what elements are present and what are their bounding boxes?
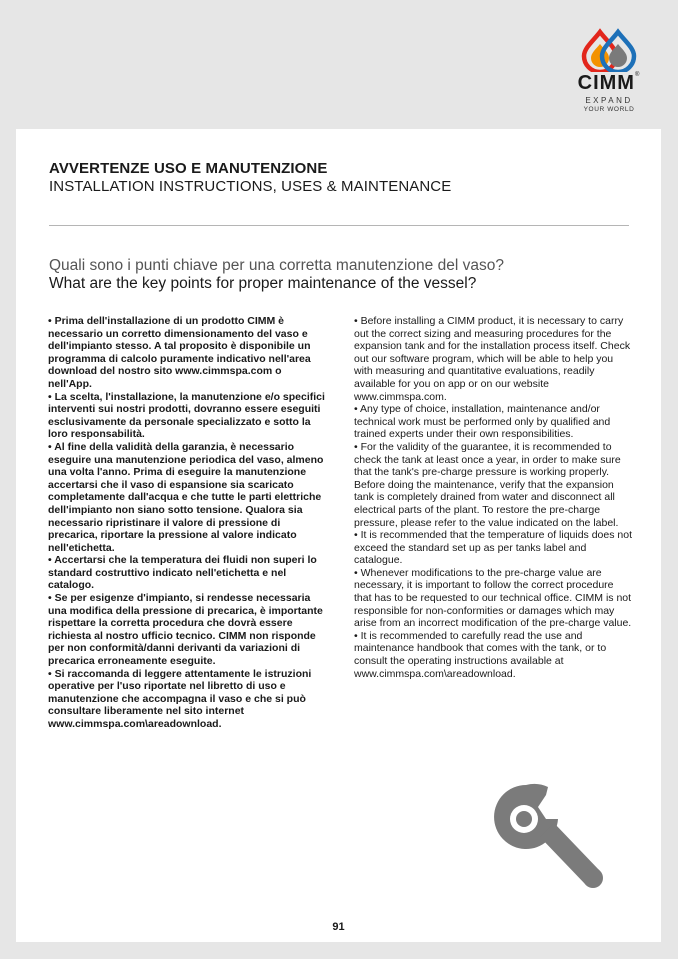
english-point: • It is recommended to carefully read the use and maintenance handbook that comes with the tank, or to consult the operating instructions available at www.cimmspa.com\areadownload. <box>354 629 607 680</box>
section-title-en: INSTALLATION INSTRUCTIONS, USES & MAINTENANCE <box>49 178 452 195</box>
question-it: Quali sono i punti chiave per una corretta manutenzione del vaso? <box>49 257 504 274</box>
divider <box>49 225 629 226</box>
italian-point: • Prima dell'installazione di un prodotto CIMM è necessario un corretto dimensionamento del vaso e dell'impianto stesso. A tal proposito è disponibile un programma di calcolo puramente indicativo nell'area download del nostro sito www.cimmspa.com o nell'App. <box>48 315 311 390</box>
italian-point: • Se per esigenze d'impianto, si rendesse necessaria una modifica della pressione di precarica, è importante rispettare la corretta procedura che dovrà essere richiesta al nostro ufficio tecnico. CIMM non risponde per non conformità/danni derivanti da variazioni di precarica erroneamente eseguite. <box>48 592 323 668</box>
english-column <box>354 315 632 680</box>
italian-point: • La scelta, l'installazione, la manutenzione e/o specifici interventi sui nostri prodotti, dovranno essere eseguiti esclusivamente da personale specializzato e sotto la loro responsabilità. <box>48 390 325 441</box>
brand-name: CIMM® <box>577 72 641 94</box>
english-point: • Any type of choice, installation, maintenance and/or technical work must be performed only by qualified and trained experts under their own responsibilities. <box>354 403 611 441</box>
english-point: • It is recommended that the temperature of liquids does not exceed the standard set up as per tanks label and catalogue. <box>354 529 632 567</box>
english-point: • Whenever modifications to the pre-charge value are necessary, it is important to follow the correct procedure that has to be requested to our technical office. CIMM is not responsible for non-conformities or damages which may arise from an incorrect modification of the pre-charge value. <box>354 566 632 630</box>
italian-point: • Si raccomanda di leggere attentamente le istruzioni operative per l'uso riportate nel libretto di uso e manutenzione che accompagna il vaso e che si può consultare liberamente nel sito internet www.cimmspa.com\areadownload. <box>48 667 312 730</box>
content-page <box>16 129 661 942</box>
italian-point: • Accertarsi che la temperatura dei fluidi non superi lo standard costruttivo indicato nell'etichetta e nel catalogo. <box>48 554 317 592</box>
english-point: • For the validity of the guarantee, it is recommended to check the tank at least once a year, in order to make sure that the tank's pre-charge pressure is working properly. Before doing the maintenance, verify that the expansion tank is completely drained from water and disconnect all electrical parts of the plant. To restore the pre-charge pressure, please refer to the value indicated on the label. <box>354 440 621 529</box>
italian-point: • Al fine della validità della garanzia, è necessario eseguire una manutenzione periodica del vaso, almeno una volta l'anno. Prima di eseguire la manutenzione accertarsi che il vaso di espansione sia scaricato completamente dall'acqua e che tutte le parti elettriche dell'impianto non siano sotto tensione. Qualora sia necessario ripristinare il valore di pressione di precarica, riportare la pressione al valore indicato nell'etichetta. <box>48 440 324 554</box>
brand-tagline-2: YOUR WORLD <box>583 106 635 113</box>
brand-tagline-1: EXPAND <box>585 96 633 105</box>
section-title-it: AVVERTENZE USO E MANUTENZIONE <box>49 160 328 177</box>
page-number: 91 <box>332 921 345 933</box>
cimm-logo <box>572 28 646 118</box>
flame-drops-icon <box>580 28 638 72</box>
question-en: What are the key points for proper maintenance of the vessel? <box>49 275 477 292</box>
italian-column <box>48 315 328 731</box>
english-point: • Before installing a CIMM product, it is necessary to carry out the correct sizing and measuring procedures for the expansion tank and for the installation process itself. Check out our software program, which will be able to help you with measuring and quantitative evaluations, readily available for you on app or on our website www.cimmspa.com. <box>354 315 631 403</box>
wrench-icon <box>488 779 608 899</box>
